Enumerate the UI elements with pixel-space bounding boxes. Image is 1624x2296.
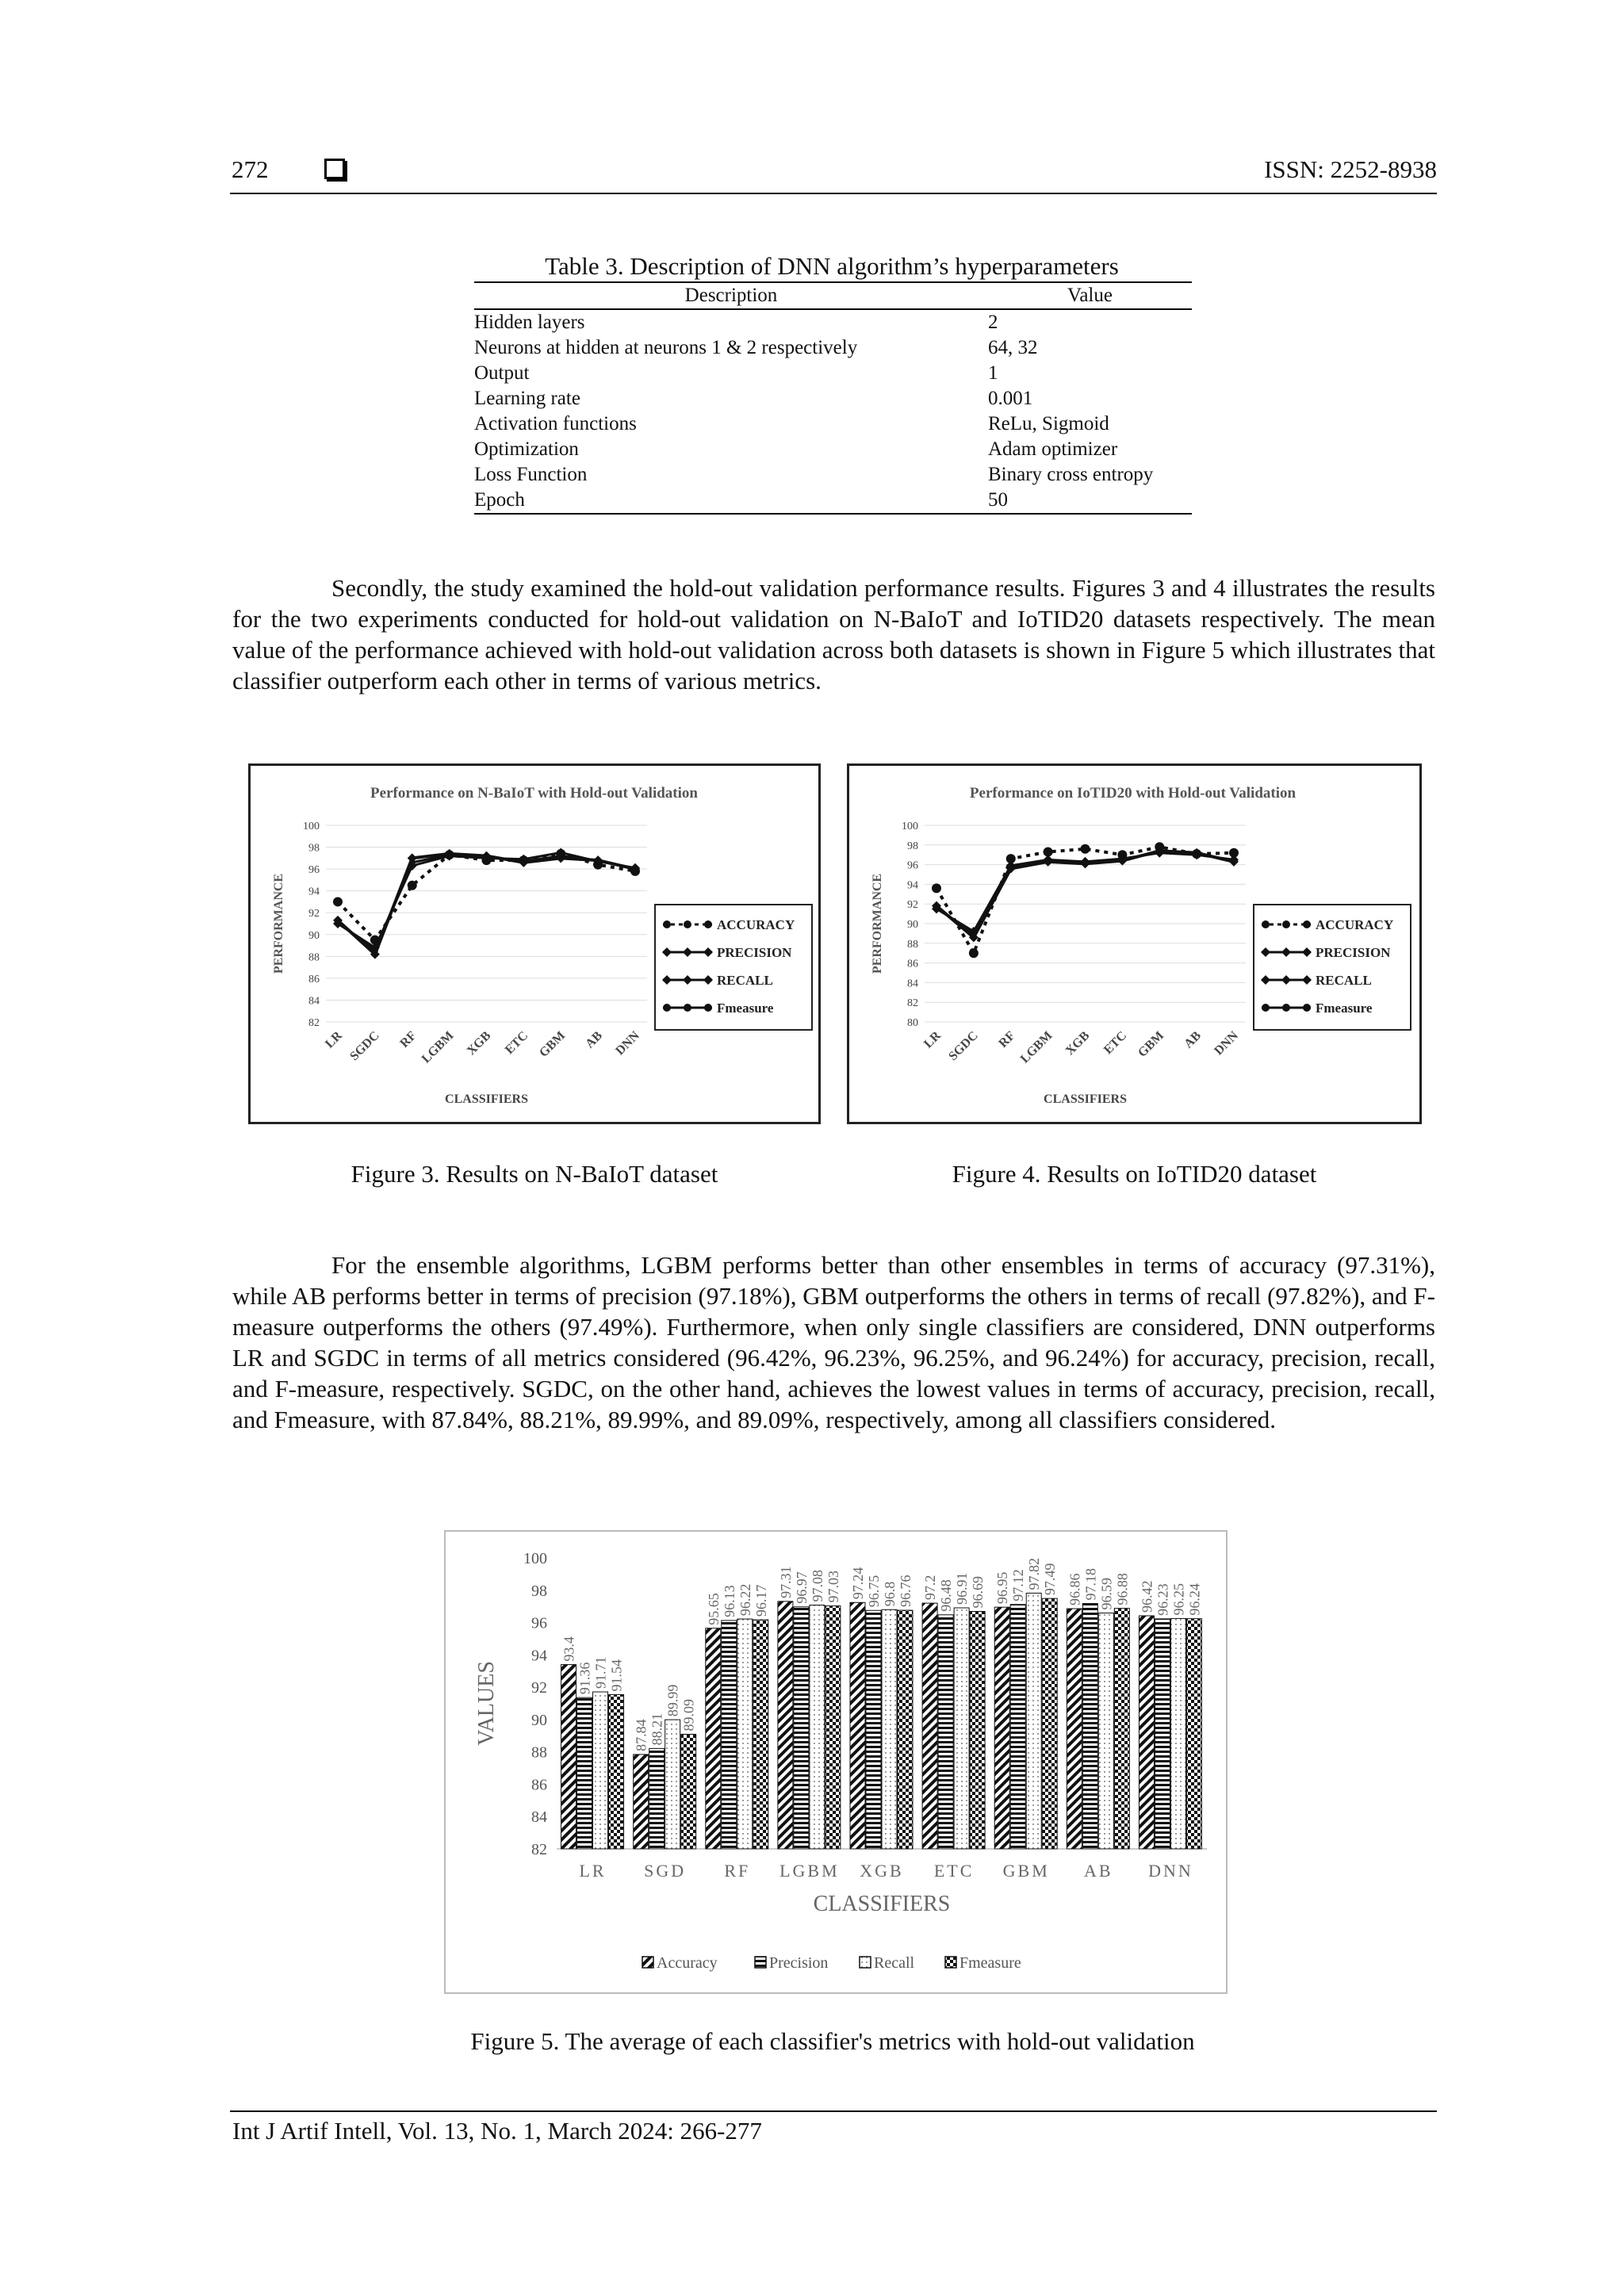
data-point [1231, 858, 1237, 864]
y-tick-label: 98 [308, 842, 320, 855]
y-tick-label: 84 [531, 1808, 547, 1827]
legend-marker [1303, 1004, 1311, 1012]
chart-legend [655, 905, 812, 1030]
data-point [969, 948, 979, 958]
legend-label: RECALL [717, 973, 773, 988]
y-tick-label: 96 [531, 1614, 547, 1632]
x-tick-label: LR [323, 1028, 345, 1051]
table-row [474, 411, 1192, 437]
data-point [372, 947, 378, 954]
table-row [474, 309, 1192, 335]
data-point [557, 853, 564, 859]
x-tick-label: XGB [860, 1861, 904, 1881]
bar [1042, 1598, 1057, 1849]
table-cell-value: 64, 32 [988, 337, 1038, 358]
y-tick-label: 88 [308, 951, 320, 964]
y-tick-label: 88 [907, 938, 918, 951]
bar [649, 1748, 665, 1849]
legend-marker [1262, 1004, 1270, 1012]
data-label: 91.71 [592, 1656, 609, 1689]
y-tick-label: 94 [907, 879, 918, 892]
data-label: 96.91 [954, 1572, 971, 1605]
legend-label: Recall [874, 1954, 915, 1972]
legend-marker [663, 920, 671, 928]
data-point [932, 883, 941, 893]
y-tick-label: 82 [308, 1017, 320, 1029]
bar [994, 1607, 1009, 1849]
x-tick-label: RF [724, 1861, 751, 1881]
data-label: 89.09 [680, 1698, 697, 1732]
paragraph-text: Secondly, the study examined the hold-out validation performance results. Figures 3 and 4 illustrates the results for the two experiments conducted for hold-out validation on N-BaIoT and IoTID20 datasets respectively. The mean value of the performance achieved with hold-out validation across both datasets is shown in Figure 5 which illustrates that classifier outperform each other in terms of various metrics. [232, 574, 1435, 695]
x-tick-label: RF [397, 1028, 419, 1050]
y-tick-label: 84 [308, 995, 320, 1008]
x-tick-label: SGDC [946, 1028, 981, 1064]
x-tick-label: LR [921, 1028, 944, 1051]
data-label: 96.48 [938, 1579, 955, 1612]
data-point [933, 905, 940, 911]
paragraph-text: For the ensemble algorithms, LGBM performs better than other ensembles in terms of accuracy (97.31%), while AB performs better in terms of precision (97.18%), GBM outperforms the others in terms of recall (97.82%), and F-measure outperforms the others (97.49%). Furthermore, when only single classifiers are considered, DNN outperforms LR and SGDC in terms of all metrics considered (96.42%, 96.23%, 96.25%, and 96.24%) for accuracy, precision, recall, and F-measure, respectively. SGDC, on the other hand, achieves the lowest values in terms of accuracy, precision, recall, and Fmeasure, with 87.84%, 88.21%, 89.99%, and 89.09%, respectively, among all classifiers considered. [232, 1251, 1435, 1433]
legend-label: Precision [769, 1954, 829, 1972]
x-tick-label: LGBM [419, 1028, 457, 1066]
data-label: 96.23 [1155, 1583, 1171, 1616]
table-row [474, 335, 1192, 361]
y-tick-label: 94 [308, 886, 320, 898]
bar [1010, 1605, 1025, 1849]
data-point [971, 930, 977, 936]
data-point [1045, 858, 1051, 864]
data-point [335, 918, 341, 924]
table-row [474, 437, 1192, 462]
bar [665, 1720, 680, 1849]
data-label: 96.17 [753, 1584, 769, 1617]
legend-swatch [642, 1957, 653, 1968]
x-axis-label: CLASSIFIERS [445, 1093, 528, 1106]
y-tick-label: 80 [907, 1017, 918, 1029]
x-tick-label: DNN [1212, 1028, 1241, 1058]
checkbox-square-icon [324, 159, 345, 179]
legend-marker [704, 920, 712, 928]
bar [1155, 1619, 1170, 1849]
table-cell-description: Neurons at hidden at neurons 1 & 2 respectively [474, 337, 858, 358]
table-row [474, 462, 1192, 488]
legend-label: PRECISION [1316, 945, 1391, 960]
data-point [520, 858, 527, 864]
data-label: 96.88 [1114, 1573, 1131, 1605]
figure-4-frame [847, 763, 1422, 1124]
data-label: 96.76 [898, 1575, 914, 1608]
table-cell-description: Loss Function [474, 464, 588, 485]
x-axis-label: CLASSIFIERS [1044, 1093, 1127, 1106]
table-cell-value: 2 [988, 312, 998, 333]
chart-title: Performance on N-BaIoT with Hold-out Validation [370, 785, 698, 802]
bar [593, 1692, 608, 1849]
data-label: 89.99 [665, 1684, 681, 1717]
y-tick-label: 92 [907, 899, 918, 912]
y-axis-label: VALUES [474, 1661, 499, 1746]
data-label: 97.12 [1010, 1569, 1027, 1601]
bar [1170, 1618, 1185, 1849]
y-tick-label: 92 [531, 1679, 547, 1697]
table-header-value: Value [1067, 285, 1113, 306]
footer-rule [230, 2110, 1437, 2112]
footer-citation: Int J Artif Intell, Vol. 13, No. 1, March 2024: 266-277 [232, 2117, 762, 2145]
data-label: 91.54 [608, 1659, 625, 1692]
page-number: 272 [232, 155, 269, 183]
bar [1186, 1619, 1201, 1849]
y-tick-label: 90 [308, 929, 320, 942]
x-tick-label: LGBM [1017, 1028, 1055, 1066]
data-label: 97.18 [1082, 1567, 1099, 1601]
x-tick-label: SGD [644, 1861, 687, 1881]
bar [634, 1755, 649, 1849]
table-cell-value: Adam optimizer [988, 438, 1118, 460]
bar [794, 1607, 809, 1849]
bar [1067, 1609, 1082, 1849]
y-axis-label: PERFORMANCE [272, 873, 285, 974]
data-label: 97.49 [1042, 1563, 1059, 1596]
data-label: 97.08 [809, 1570, 825, 1602]
x-tick-label: SGDC [347, 1028, 382, 1064]
bar [810, 1605, 825, 1849]
table-cell-value: 50 [988, 489, 1008, 511]
y-tick-label: 96 [907, 859, 918, 872]
y-tick-label: 90 [531, 1711, 547, 1729]
y-tick-label: 92 [308, 908, 320, 920]
data-label: 88.21 [649, 1712, 665, 1746]
legend-marker [1282, 920, 1290, 928]
table-row [474, 361, 1192, 386]
table-caption: Table 3. Description of DNN algorithm’s hyperparameters [545, 252, 1119, 280]
legend-marker [1303, 920, 1311, 928]
bar [722, 1621, 737, 1849]
data-label: 97.24 [850, 1567, 866, 1600]
data-label: 96.13 [721, 1585, 737, 1617]
legend-label: Accuracy [657, 1954, 718, 1972]
x-axis-label: CLASSIFIERS [813, 1892, 951, 1916]
data-label: 96.8 [882, 1581, 898, 1607]
legend-label: Fmeasure [1316, 1001, 1373, 1016]
data-point [1081, 844, 1090, 854]
data-point [484, 854, 490, 860]
bar [898, 1610, 913, 1849]
y-tick-label: 100 [902, 821, 918, 832]
x-tick-label: DNN [613, 1028, 642, 1058]
bar [737, 1619, 753, 1849]
y-tick-label: 86 [907, 958, 918, 970]
chart-legend [1254, 905, 1411, 1030]
data-label: 97.2 [922, 1575, 939, 1601]
data-label: 91.36 [576, 1662, 593, 1695]
data-label: 97.31 [777, 1566, 794, 1598]
data-label: 96.22 [737, 1583, 753, 1617]
paragraph-holdout-intro [232, 572, 1435, 696]
data-label: 96.95 [994, 1571, 1011, 1605]
table-row [474, 488, 1192, 514]
x-tick-label: ETC [933, 1861, 975, 1881]
data-label: 97.82 [1026, 1557, 1043, 1590]
data-label: 87.84 [633, 1719, 649, 1751]
legend-label: Fmeasure [717, 1001, 774, 1016]
y-tick-label: 88 [531, 1743, 547, 1762]
table-cell-value: 1 [988, 362, 998, 384]
data-point [333, 897, 343, 906]
figure-4-chart [849, 766, 1419, 1122]
bar [681, 1734, 696, 1849]
figure-3-caption: Figure 3. Results on N-BaIoT dataset [350, 1160, 718, 1188]
y-tick-label: 82 [907, 997, 918, 1010]
x-tick-label: LR [579, 1861, 607, 1881]
data-label: 96.24 [1186, 1583, 1203, 1616]
y-tick-label: 100 [523, 1550, 547, 1567]
x-tick-label: XGB [1063, 1028, 1093, 1058]
table-cell-value: ReLu, Sigmoid [988, 413, 1109, 434]
legend-swatch [755, 1957, 766, 1968]
bar [1098, 1613, 1113, 1849]
x-tick-label: AB [1084, 1861, 1113, 1881]
legend-label: RECALL [1316, 973, 1372, 988]
x-tick-label: AB [583, 1028, 605, 1051]
table-cell-description: Optimization [474, 438, 579, 460]
x-tick-label: GBM [1002, 1861, 1050, 1881]
data-label: 95.65 [705, 1593, 722, 1625]
x-tick-label: ETC [1101, 1028, 1130, 1058]
legend-label: Fmeasure [959, 1954, 1021, 1972]
legend-label: PRECISION [717, 945, 792, 960]
data-point [632, 866, 638, 872]
y-tick-label: 86 [308, 973, 320, 985]
hyperparameter-table [474, 281, 1192, 515]
data-point [1119, 856, 1125, 863]
bar [938, 1615, 953, 1849]
legend-marker [1282, 1004, 1290, 1012]
data-label: 96.59 [1098, 1578, 1115, 1610]
data-label: 96.97 [793, 1571, 810, 1604]
legend-marker [704, 1004, 712, 1012]
x-tick-label: LGBM [779, 1861, 840, 1881]
table-cell-description: Epoch [474, 489, 525, 511]
legend-marker [1262, 920, 1270, 928]
x-tick-label: ETC [502, 1028, 531, 1058]
figure-5-chart [446, 1532, 1226, 1992]
data-label: 96.69 [970, 1575, 986, 1609]
y-tick-label: 96 [308, 864, 320, 877]
y-tick-label: 90 [907, 919, 918, 931]
bar [778, 1601, 793, 1849]
table-cell-value: 0.001 [988, 388, 1033, 409]
data-point [1156, 848, 1162, 855]
chart-legend [642, 1954, 1021, 1972]
data-label: 97.03 [825, 1571, 841, 1603]
data-point [1008, 863, 1014, 870]
table-cell-description: Output [474, 362, 530, 384]
y-axis-label: PERFORMANCE [871, 873, 884, 974]
figure-5-caption: Figure 5. The average of each classifier's metrics with hold-out validation [470, 2027, 1195, 2055]
bar [561, 1665, 576, 1849]
issn: ISSN: 2252-8938 [1264, 155, 1437, 183]
table-cell-value: Binary cross entropy [988, 464, 1154, 485]
data-label: 96.42 [1139, 1580, 1155, 1613]
figure-3-chart [251, 766, 818, 1122]
series-line [338, 854, 635, 940]
data-point [595, 857, 601, 863]
legend-label: ACCURACY [1316, 917, 1394, 932]
figure-4-caption: Figure 4. Results on IoTID20 dataset [952, 1160, 1317, 1188]
table-header-description: Description [684, 285, 778, 306]
paragraph-ensemble-results [232, 1249, 1435, 1435]
chart-title: Performance on IoTID20 with Hold-out Validation [969, 785, 1297, 802]
x-tick-label: AB [1182, 1028, 1204, 1051]
bar [954, 1608, 969, 1849]
y-tick-label: 98 [531, 1582, 547, 1600]
data-point [1193, 851, 1200, 857]
bar [753, 1620, 768, 1849]
data-point [446, 851, 453, 858]
figure-5-frame [444, 1530, 1228, 1994]
bar [922, 1603, 937, 1849]
bar [609, 1694, 624, 1849]
bar [1082, 1603, 1097, 1849]
bar [866, 1610, 881, 1849]
x-tick-label: GBM [1136, 1028, 1167, 1060]
data-label: 96.75 [866, 1575, 882, 1608]
legend-swatch [945, 1957, 956, 1968]
bar [1026, 1593, 1041, 1849]
data-label: 96.86 [1067, 1573, 1083, 1606]
bar [706, 1628, 721, 1849]
legend-swatch [860, 1957, 871, 1968]
table-cell-description: Activation functions [474, 413, 637, 434]
y-tick-label: 98 [907, 840, 918, 852]
x-tick-label: RF [996, 1028, 1018, 1050]
figure-3-frame [248, 763, 821, 1124]
bar [970, 1611, 985, 1849]
data-label: 96.25 [1170, 1582, 1187, 1616]
data-point [1082, 859, 1089, 866]
y-tick-label: 100 [303, 821, 320, 832]
x-tick-label: GBM [537, 1028, 569, 1060]
bar [882, 1609, 897, 1849]
data-label: 93.4 [561, 1636, 577, 1662]
y-tick-label: 82 [531, 1841, 547, 1858]
bar [1139, 1616, 1154, 1849]
x-tick-label: DNN [1148, 1861, 1193, 1881]
legend-label: ACCURACY [717, 917, 795, 932]
bar [850, 1602, 865, 1849]
bar [825, 1606, 841, 1849]
y-tick-label: 94 [531, 1647, 547, 1665]
bar [1114, 1609, 1129, 1849]
header-rule [230, 193, 1437, 194]
table-header-row [474, 282, 1192, 309]
x-tick-label: XGB [464, 1028, 494, 1058]
bar [577, 1697, 592, 1849]
table-row [474, 386, 1192, 411]
legend-marker [684, 1004, 691, 1012]
table-cell-description: Learning rate [474, 388, 580, 409]
y-tick-label: 86 [531, 1776, 547, 1794]
data-point [409, 859, 416, 866]
table-cell-description: Hidden layers [474, 312, 585, 333]
data-point [408, 881, 417, 890]
legend-marker [684, 920, 691, 928]
legend-marker [663, 1004, 671, 1012]
y-tick-label: 84 [907, 978, 918, 990]
